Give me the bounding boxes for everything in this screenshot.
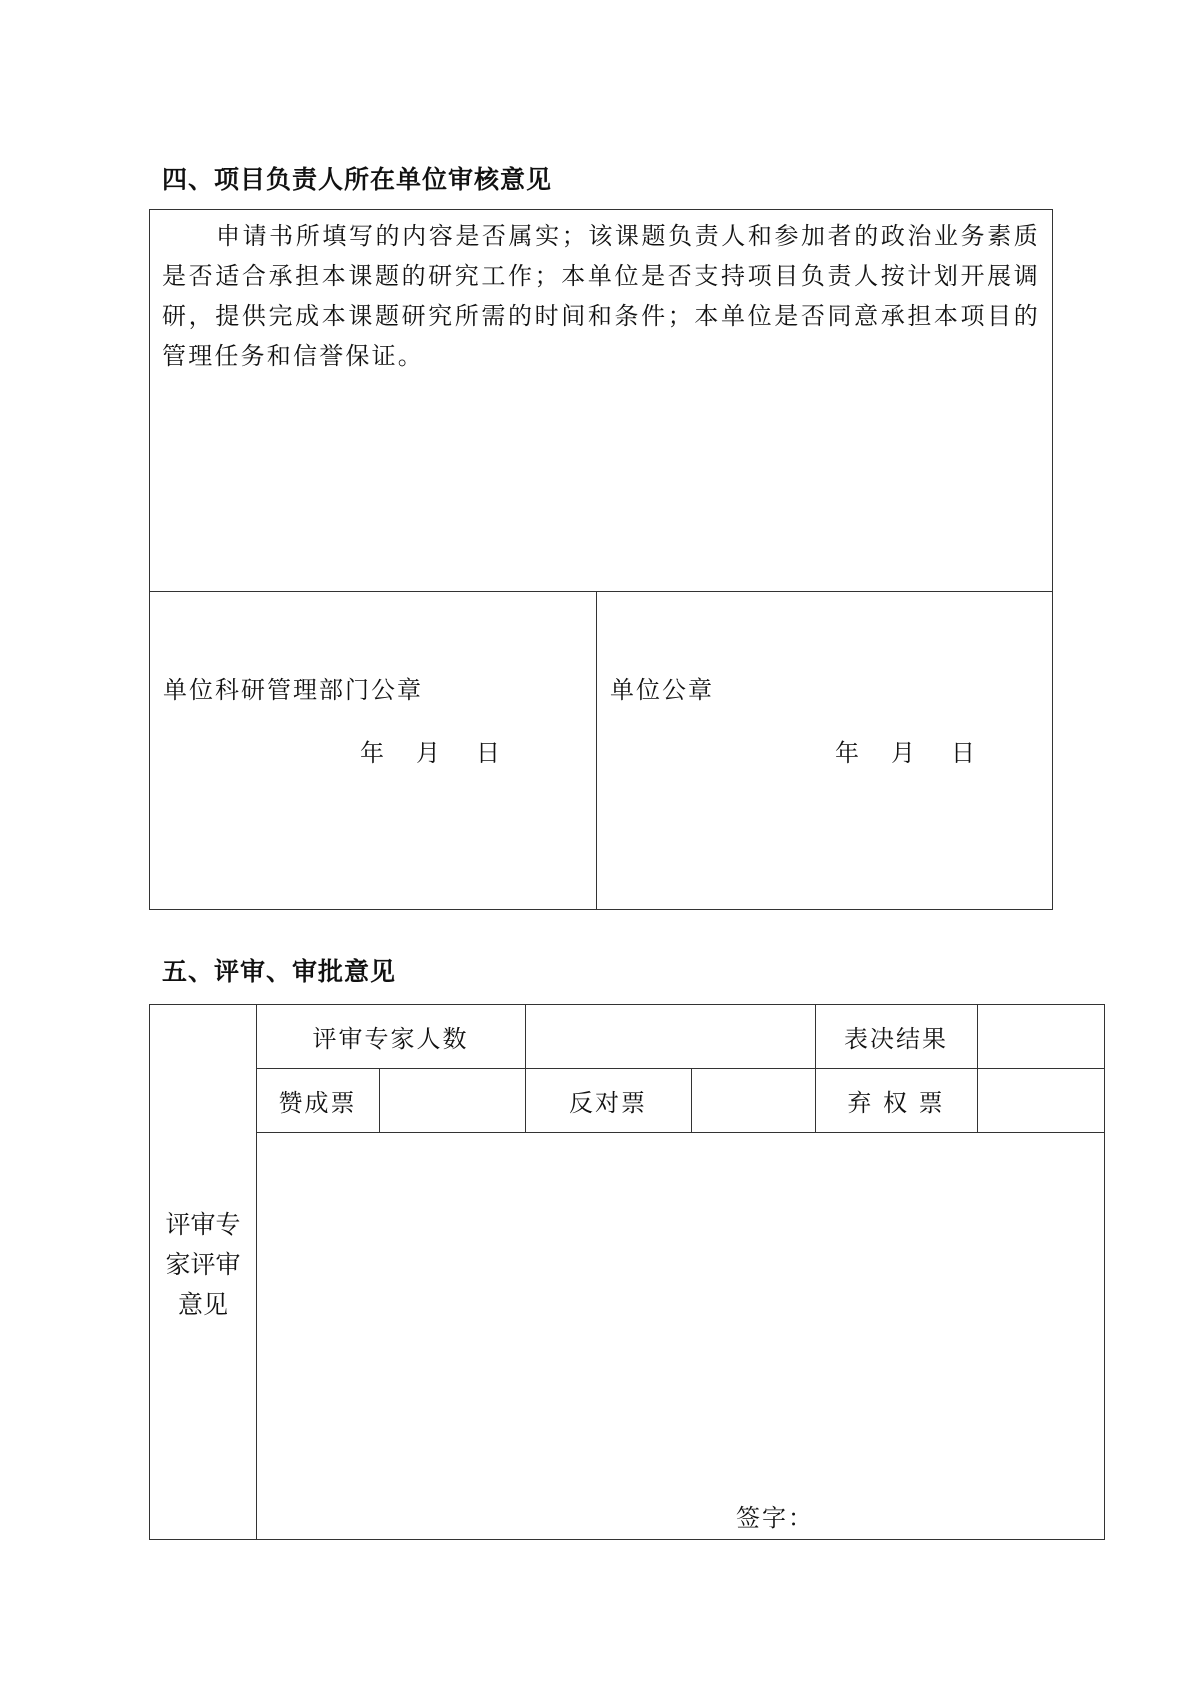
section5-title: 五、评审、审批意见 [162,957,397,986]
vote-result-label: 表决结果 [844,1025,948,1053]
side-label-line: 意见 [177,1290,228,1319]
unit-seal-label: 单位公章 [610,676,714,704]
table-divider [977,1005,978,1133]
date-year-label: 年 [360,739,384,767]
table-divider [256,1068,1104,1069]
date-day-label: 日 [951,739,975,767]
date-day-label: 日 [476,739,500,767]
date-month-label: 月 [891,739,915,767]
oppose-votes-label: 反对票 [569,1089,647,1117]
table-divider [691,1069,692,1133]
oppose-votes-field[interactable] [693,1071,813,1131]
expert-opinion-field[interactable] [258,1135,1104,1495]
approve-votes-label: 赞成票 [278,1089,357,1117]
expert-count-label: 评审专家人数 [312,1025,469,1053]
date-month-label: 月 [416,739,440,767]
signature-label: 签字： [736,1504,814,1532]
review-approval-table [149,1004,1105,1540]
expert-opinion-side-label [150,1205,256,1325]
vote-result-field[interactable] [979,1007,1103,1067]
side-label-line: 家评审 [165,1250,241,1279]
research-dept-seal-label: 单位科研管理部门公章 [163,676,423,704]
side-label-line: 评审专 [165,1210,241,1239]
seal-divider [596,591,597,910]
abstain-votes-label: 弃 权 票 [847,1089,945,1117]
section4-title: 四、项目负责人所在单位审核意见 [162,165,553,194]
review-opinion-area[interactable] [150,210,1052,592]
abstain-votes-field[interactable] [979,1071,1103,1131]
expert-count-field[interactable] [527,1007,813,1067]
table-divider [379,1069,380,1133]
table-divider [256,1132,1104,1133]
date-year-label: 年 [835,739,859,767]
unit-review-box [149,209,1053,910]
review-instructions: 申请书所填写的内容是否属实；该课题负责人和参加者的政治业务素质是否适合承担本课题的研究工作；本单位是否支持项目负责人按计划开展调研，提供完成本课题研究所需的时间和条件；本单位是否同意承担本项目的管理任务和信誉保证。 [162,222,1040,370]
approve-votes-field[interactable] [381,1071,523,1131]
